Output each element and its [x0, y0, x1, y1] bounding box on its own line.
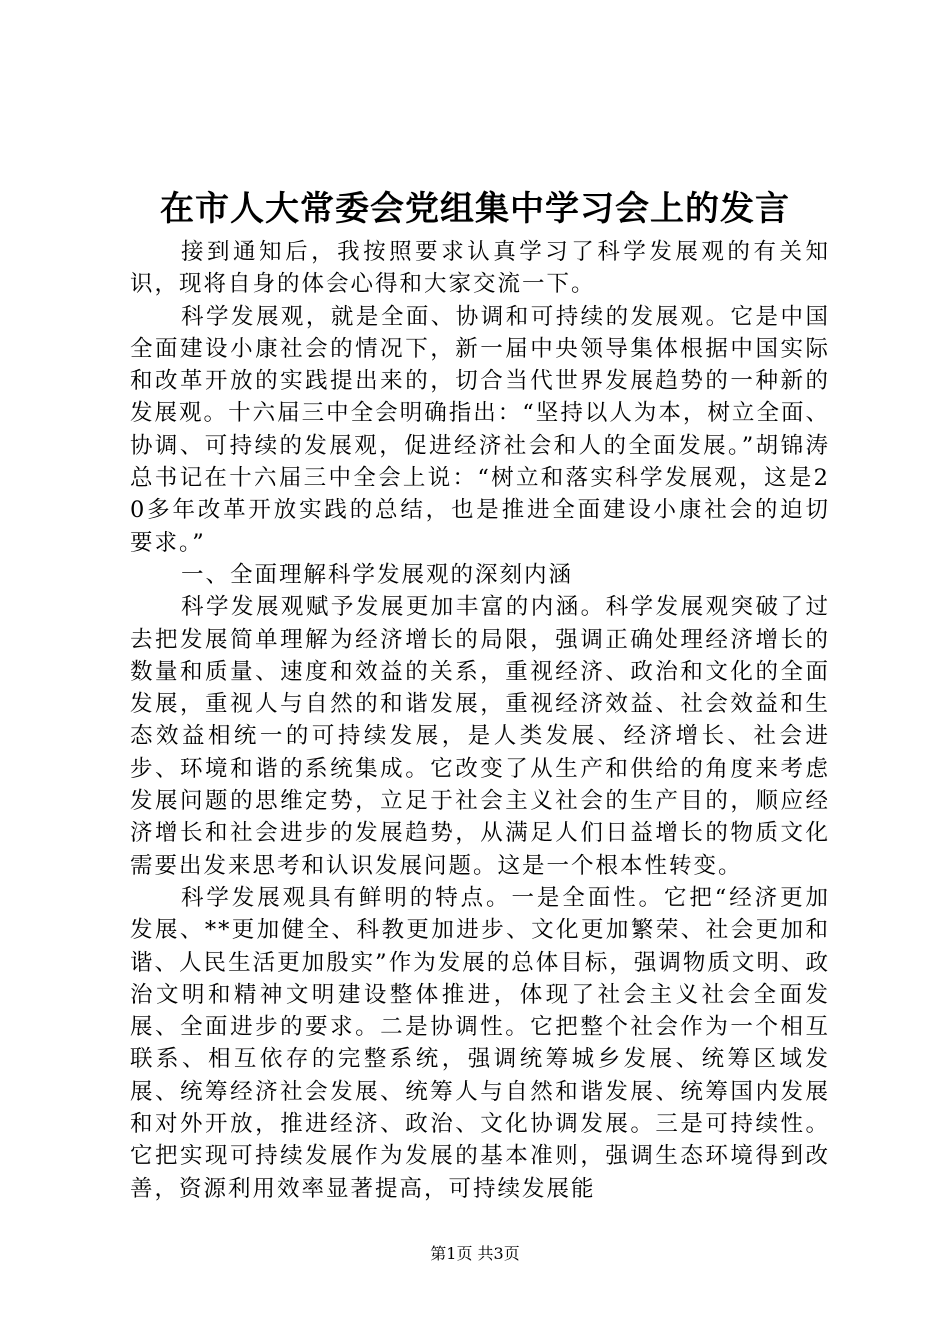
paragraph-characteristics: 科学发展观具有鲜明的特点。一是全面性。它把“经济更加发展、**更加健全、科教更加进步、文化更加繁荣、社会更加和谐、人民生活更加殷实”作为发展的总体目标，强调物质文明、政治文明和精神文明建设整体推进，体现了社会主义社会全面发展、全面进步的要求。二是协调性。它把整个社会作为一个相互联系、相互依存的完整系统，强调统筹城乡发展、统筹区域发展、统筹经济社会发展、统筹人与自然和谐发展、统筹国内发展和对外开放，推进经济、政治、文化协调发展。三是可持续性。它把实现可持续发展作为发展的基本准则，强调生态环境得到改善，资源利用效率显著提高，可持续发展能 — [130, 884, 830, 1202]
section-heading: 一、全面理解科学发展观的深刻内涵 — [181, 561, 574, 588]
paragraph-definition: 科学发展观，就是全面、协调和可持续的发展观。它是中国全面建设小康社会的情况下，新一届中央领导集体根据中国实际和改革开放的实践提出来的，切合当代世界发展趋势的一种新的发展观。十六届三中全会明确指出：“坚持以人为本，树立全面、协调、可持续的发展观，促进经济社会和人的全面发展。”胡锦涛总书记在十六届三中全会上说：“树立和落实科学发展观，这是20多年改革开放实践的总结，也是推进全面建设小康社会的迫切要求。” — [130, 303, 830, 556]
document-title: 在市人大常委会党组集中学习会上的发言 — [160, 189, 790, 229]
document-body — [130, 236, 830, 1205]
page-footer: 第1页 共3页 — [430, 1244, 520, 1263]
paragraph-intro: 接到通知后，我按照要求认真学习了科学发展观的有关知识，现将自身的体会心得和大家交流一下。 — [130, 239, 830, 298]
paragraph-connotation: 科学发展观赋予发展更加丰富的内涵。科学发展观突破了过去把发展简单理解为经济增长的局限，强调正确处理经济增长的数量和质量、速度和效益的关系，重视经济、政治和文化的全面发展，重视人与自然的和谐发展，重视经济效益、社会效益和生态效益相统一的可持续发展，是人类发展、经济增长、社会进步、环境和谐的系统集成。它改变了从生产和供给的角度来考虑发展问题的思维定势，立足于社会主义社会的生产目的，顺应经济增长和社会进步的发展趋势，从满足人们日益增长的物质文化需要出发来思考和认识发展问题。这是一个根本性转变。 — [130, 594, 830, 879]
